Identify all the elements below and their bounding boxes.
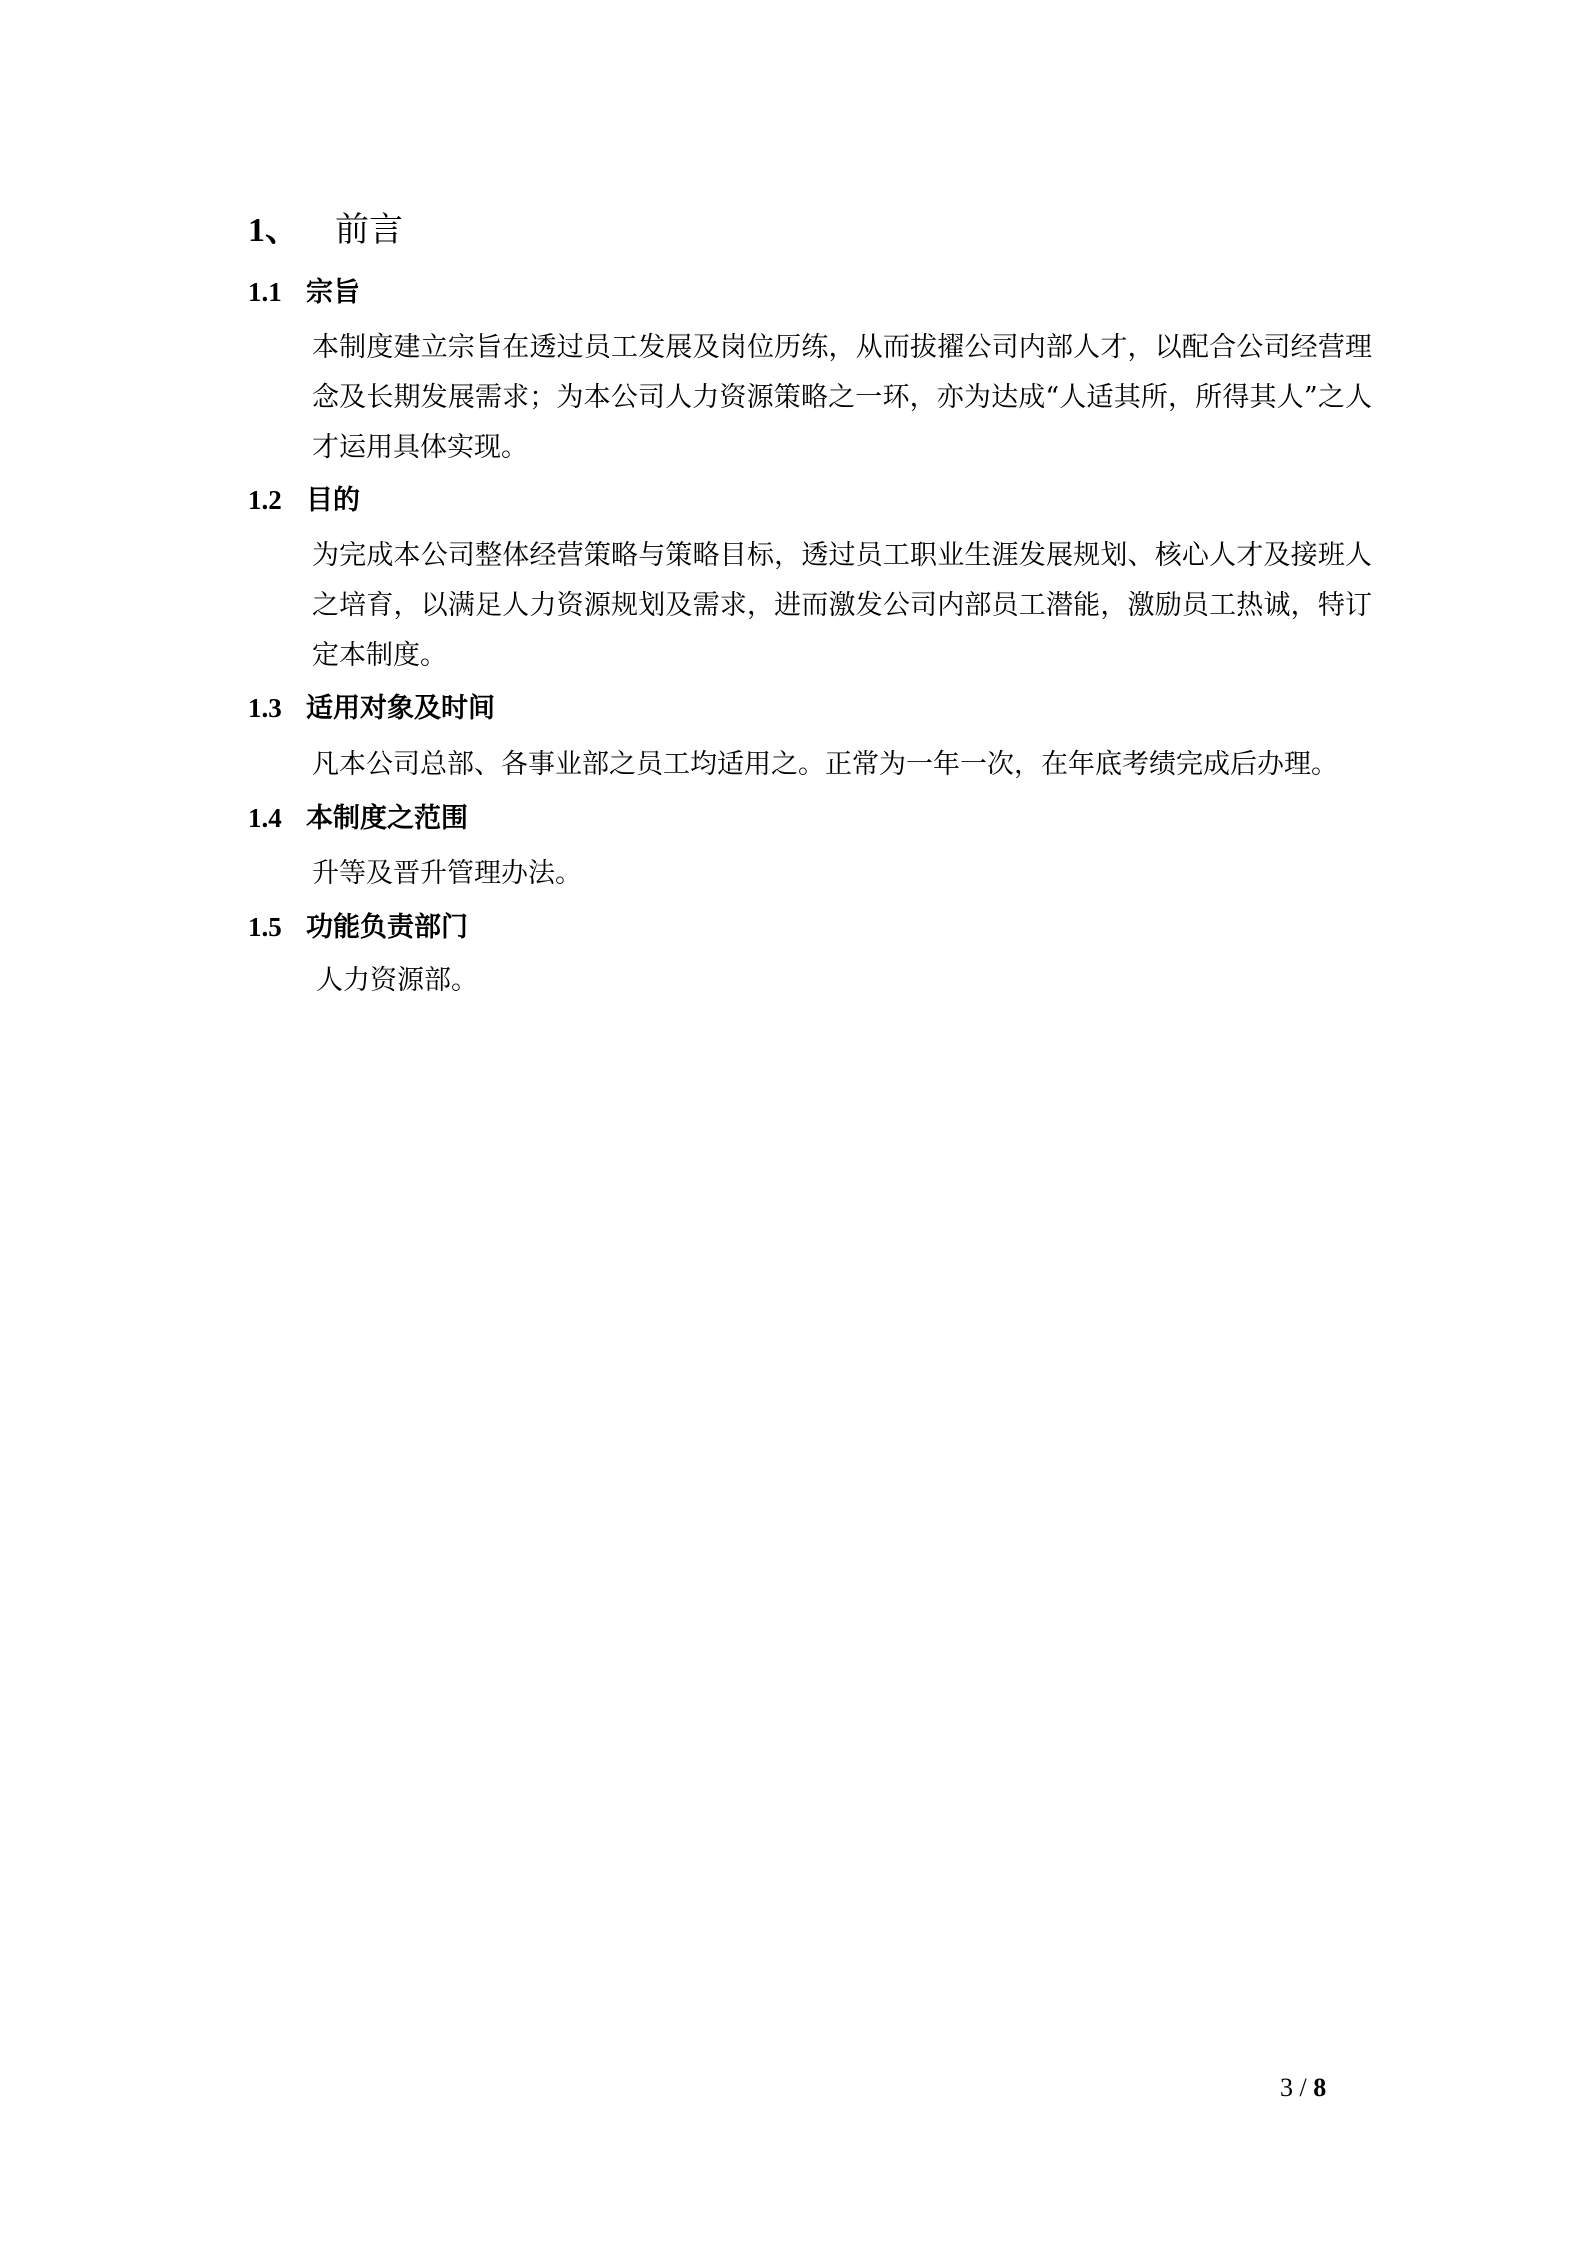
section-paragraph-1-5: 人力资源部。 (316, 965, 478, 996)
section-number: 1.2 (248, 485, 282, 515)
section-number: 1.3 (248, 693, 282, 723)
section-title: 目的 (306, 485, 360, 516)
section-heading-1-3 (248, 690, 495, 727)
current-page: 3 (1280, 2073, 1293, 2102)
section-heading-1-2 (248, 482, 360, 519)
section-paragraph-1-3: 凡本公司总部、各事业部之员工均适用之。正常为一年一次，在年底考绩完成后办理。 (312, 749, 1338, 780)
section-title: 功能负责部门 (306, 912, 468, 943)
page-number (1280, 2072, 1326, 2104)
section-heading-1-1 (248, 274, 360, 311)
page-separator: / (1299, 2073, 1307, 2102)
section-title: 适用对象及时间 (306, 693, 495, 724)
section-title: 宗旨 (306, 277, 360, 308)
section-number: 1.5 (248, 912, 282, 942)
chapter-title: 前言 (335, 210, 403, 250)
section-paragraph-1-1: 本制度建立宗旨在透过员工发展及岗位历练，从而拔擢公司内部人才，以配合公司经营理念及长期发展需求；为本公司人力资源策略之一环，亦为达成“人适其所，所得其人”之人才运用具体实现。 (312, 332, 1372, 463)
total-pages: 8 (1313, 2073, 1327, 2102)
chapter-heading (248, 208, 403, 253)
section-heading-1-4 (248, 800, 468, 837)
section-title: 本制度之范围 (306, 803, 468, 834)
section-paragraph-1-2: 为完成本公司整体经营策略与策略目标，透过员工职业生涯发展规划、核心人才及接班人之培育，以满足人力资源规划及需求，进而激发公司内部员工潜能，激励员工热诚，特订定本制度。 (312, 540, 1372, 671)
section-heading-1-5 (248, 909, 468, 946)
section-number: 1.1 (248, 277, 282, 307)
section-number: 1.4 (248, 803, 282, 833)
chapter-number: 1、 (248, 212, 299, 249)
section-paragraph-1-4: 升等及晋升管理办法。 (312, 858, 582, 889)
